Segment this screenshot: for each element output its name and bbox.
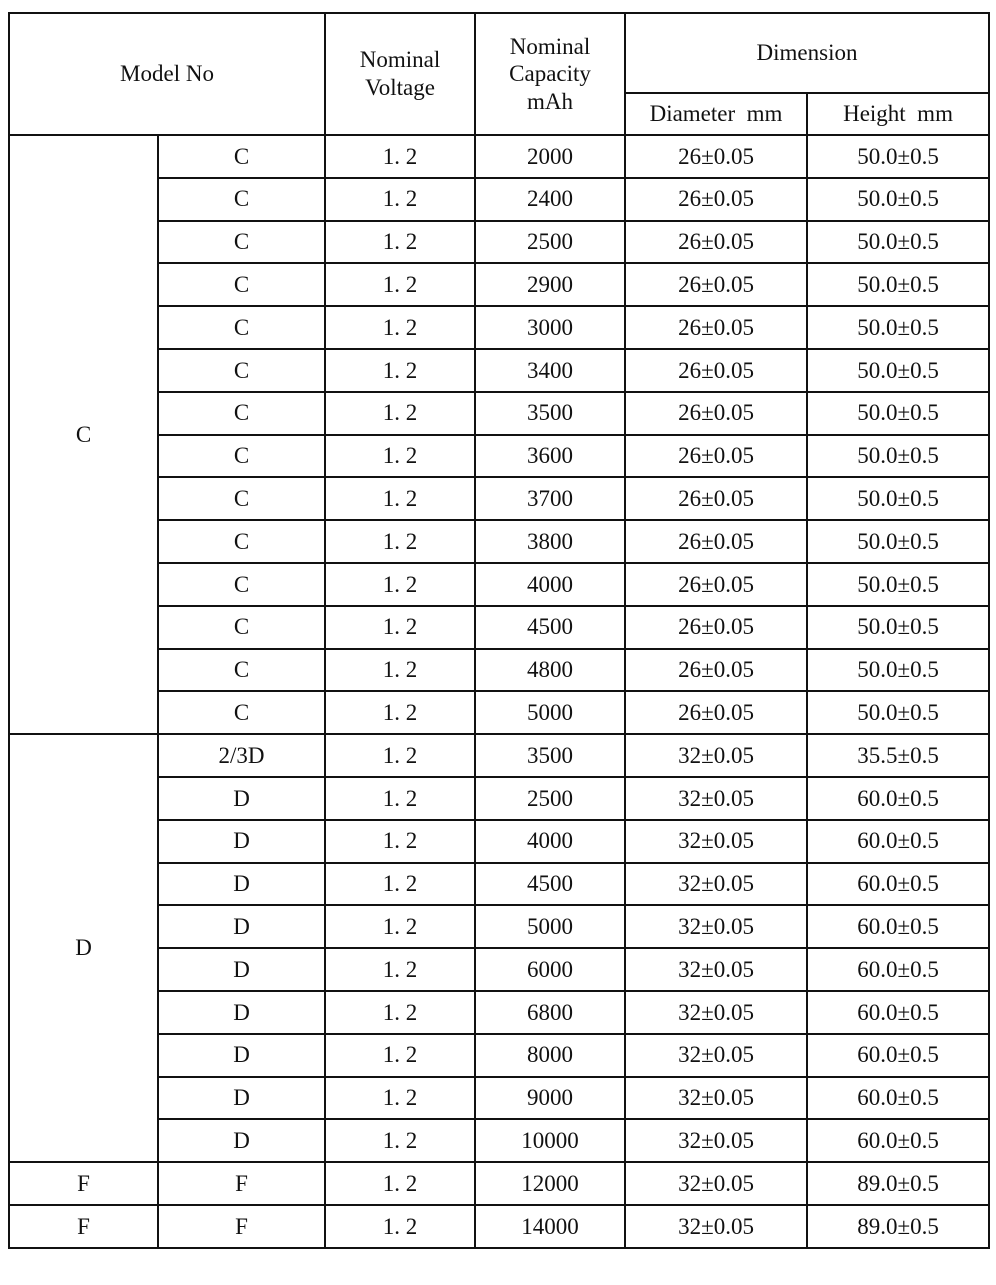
voltage-header-line2: Voltage [365, 75, 435, 100]
height-cell: 50.0±0.5 [807, 606, 989, 649]
voltage-cell: 1. 2 [325, 905, 475, 948]
diameter-cell: 26±0.05 [625, 349, 807, 392]
height-cell: 50.0±0.5 [807, 392, 989, 435]
capacity-cell: 14000 [475, 1205, 625, 1248]
height-cell: 89.0±0.5 [807, 1205, 989, 1248]
height-cell: 50.0±0.5 [807, 477, 989, 520]
height-cell: 60.0±0.5 [807, 777, 989, 820]
capacity-cell: 5000 [475, 905, 625, 948]
model-cell: D [158, 1034, 325, 1077]
diameter-cell: 26±0.05 [625, 221, 807, 264]
diameter-cell: 32±0.05 [625, 734, 807, 777]
height-cell: 50.0±0.5 [807, 563, 989, 606]
capacity-cell: 10000 [475, 1119, 625, 1162]
height-cell: 60.0±0.5 [807, 991, 989, 1034]
model-cell: C [158, 221, 325, 264]
model-cell: C [158, 263, 325, 306]
height-cell: 50.0±0.5 [807, 221, 989, 264]
capacity-cell: 8000 [475, 1034, 625, 1077]
diameter-cell: 26±0.05 [625, 649, 807, 692]
diameter-cell: 32±0.05 [625, 863, 807, 906]
voltage-cell: 1. 2 [325, 734, 475, 777]
model-cell: C [158, 563, 325, 606]
diameter-cell: 26±0.05 [625, 691, 807, 734]
diameter-cell: 32±0.05 [625, 1034, 807, 1077]
voltage-cell: 1. 2 [325, 392, 475, 435]
diameter-cell: 26±0.05 [625, 135, 807, 178]
dimension-header [625, 13, 989, 93]
model-cell: C [158, 606, 325, 649]
voltage-cell: 1. 2 [325, 1205, 475, 1248]
height-cell: 50.0±0.5 [807, 263, 989, 306]
model-cell: D [158, 905, 325, 948]
model-cell: C [158, 477, 325, 520]
model-cell: F [158, 1162, 325, 1205]
model-cell: D [158, 948, 325, 991]
height-cell: 60.0±0.5 [807, 820, 989, 863]
capacity-cell: 2000 [475, 135, 625, 178]
diameter-cell: 32±0.05 [625, 1119, 807, 1162]
voltage-header-line1: Nominal [359, 47, 441, 73]
model-no-header [9, 13, 325, 135]
capacity-cell: 3700 [475, 477, 625, 520]
height-cell: 60.0±0.5 [807, 905, 989, 948]
voltage-cell: 1. 2 [325, 306, 475, 349]
capacity-cell: 3400 [475, 349, 625, 392]
model-cell: C [158, 520, 325, 563]
voltage-cell: 1. 2 [325, 221, 475, 264]
table-row [9, 1205, 989, 1248]
diameter-cell: 32±0.05 [625, 991, 807, 1034]
diameter-header-label: Diameter mm [649, 101, 783, 127]
height-cell: 60.0±0.5 [807, 1034, 989, 1077]
height-cell: 50.0±0.5 [807, 691, 989, 734]
capacity-cell: 9000 [475, 1077, 625, 1120]
height-cell: 50.0±0.5 [807, 649, 989, 692]
table-row [9, 1162, 989, 1205]
capacity-cell: 2900 [475, 263, 625, 306]
model-no-header-label: Model No [120, 61, 214, 87]
height-cell: 60.0±0.5 [807, 948, 989, 991]
model-cell: 2/3D [158, 734, 325, 777]
height-cell: 89.0±0.5 [807, 1162, 989, 1205]
voltage-cell: 1. 2 [325, 1119, 475, 1162]
height-cell: 35.5±0.5 [807, 734, 989, 777]
model-cell: F [158, 1205, 325, 1248]
voltage-cell: 1. 2 [325, 948, 475, 991]
diameter-cell: 26±0.05 [625, 563, 807, 606]
capacity-cell: 3500 [475, 734, 625, 777]
model-group-cell: F [9, 1205, 158, 1248]
model-cell: C [158, 435, 325, 478]
model-cell: D [158, 1077, 325, 1120]
model-cell: D [158, 991, 325, 1034]
battery-spec-table [8, 12, 990, 1249]
capacity-cell: 3800 [475, 520, 625, 563]
height-cell: 60.0±0.5 [807, 863, 989, 906]
diameter-cell: 32±0.05 [625, 1077, 807, 1120]
height-header-label: Height mm [843, 101, 953, 127]
model-cell: C [158, 349, 325, 392]
capacity-cell: 5000 [475, 691, 625, 734]
voltage-cell: 1. 2 [325, 349, 475, 392]
model-cell: C [158, 392, 325, 435]
diameter-cell: 26±0.05 [625, 606, 807, 649]
height-cell: 50.0±0.5 [807, 306, 989, 349]
voltage-cell: 1. 2 [325, 820, 475, 863]
diameter-header [625, 93, 807, 135]
voltage-cell: 1. 2 [325, 777, 475, 820]
voltage-cell: 1. 2 [325, 435, 475, 478]
height-cell: 50.0±0.5 [807, 135, 989, 178]
height-header [807, 93, 989, 135]
voltage-cell: 1. 2 [325, 135, 475, 178]
model-cell: C [158, 306, 325, 349]
diameter-cell: 32±0.05 [625, 777, 807, 820]
capacity-cell: 3500 [475, 392, 625, 435]
capacity-header-line1: Nominal [509, 33, 591, 59]
capacity-cell: 6800 [475, 991, 625, 1034]
header-row [9, 13, 989, 93]
diameter-cell: 32±0.05 [625, 820, 807, 863]
capacity-cell: 2500 [475, 777, 625, 820]
diameter-cell: 26±0.05 [625, 178, 807, 221]
diameter-cell: 26±0.05 [625, 520, 807, 563]
voltage-cell: 1. 2 [325, 563, 475, 606]
diameter-cell: 26±0.05 [625, 392, 807, 435]
voltage-cell: 1. 2 [325, 1077, 475, 1120]
capacity-cell: 3600 [475, 435, 625, 478]
model-cell: C [158, 178, 325, 221]
model-cell: C [158, 649, 325, 692]
voltage-cell: 1. 2 [325, 649, 475, 692]
nominal-capacity-header [475, 13, 625, 135]
voltage-cell: 1. 2 [325, 263, 475, 306]
diameter-cell: 32±0.05 [625, 1205, 807, 1248]
capacity-cell: 4000 [475, 563, 625, 606]
diameter-cell: 32±0.05 [625, 1162, 807, 1205]
voltage-cell: 1. 2 [325, 1162, 475, 1205]
voltage-cell: 1. 2 [325, 991, 475, 1034]
height-cell: 60.0±0.5 [807, 1077, 989, 1120]
capacity-header-line2: Capacity [509, 61, 591, 87]
voltage-cell: 1. 2 [325, 1034, 475, 1077]
height-cell: 50.0±0.5 [807, 435, 989, 478]
voltage-cell: 1. 2 [325, 178, 475, 221]
voltage-cell: 1. 2 [325, 863, 475, 906]
voltage-cell: 1. 2 [325, 520, 475, 563]
voltage-cell: 1. 2 [325, 606, 475, 649]
model-group-cell: D [9, 734, 158, 1162]
dimension-header-label: Dimension [756, 40, 858, 66]
model-group-cell: C [9, 135, 158, 734]
capacity-cell: 4800 [475, 649, 625, 692]
model-cell: D [158, 820, 325, 863]
diameter-cell: 26±0.05 [625, 306, 807, 349]
model-cell: D [158, 1119, 325, 1162]
capacity-cell: 4000 [475, 820, 625, 863]
capacity-cell: 4500 [475, 606, 625, 649]
capacity-cell: 2500 [475, 221, 625, 264]
voltage-cell: 1. 2 [325, 691, 475, 734]
diameter-cell: 26±0.05 [625, 477, 807, 520]
model-cell: D [158, 863, 325, 906]
diameter-cell: 32±0.05 [625, 905, 807, 948]
height-cell: 50.0±0.5 [807, 349, 989, 392]
capacity-header-line3: mAh [527, 88, 574, 114]
capacity-cell: 4500 [475, 863, 625, 906]
model-cell: C [158, 691, 325, 734]
table-row [9, 135, 989, 178]
model-group-cell: F [9, 1162, 158, 1205]
capacity-cell: 12000 [475, 1162, 625, 1205]
model-cell: C [158, 135, 325, 178]
diameter-cell: 32±0.05 [625, 948, 807, 991]
height-cell: 50.0±0.5 [807, 178, 989, 221]
capacity-cell: 6000 [475, 948, 625, 991]
model-cell: D [158, 777, 325, 820]
voltage-cell: 1. 2 [325, 477, 475, 520]
capacity-cell: 3000 [475, 306, 625, 349]
nominal-voltage-header [325, 13, 475, 135]
table-row [9, 734, 989, 777]
capacity-cell: 2400 [475, 178, 625, 221]
diameter-cell: 26±0.05 [625, 435, 807, 478]
diameter-cell: 26±0.05 [625, 263, 807, 306]
height-cell: 50.0±0.5 [807, 520, 989, 563]
height-cell: 60.0±0.5 [807, 1119, 989, 1162]
